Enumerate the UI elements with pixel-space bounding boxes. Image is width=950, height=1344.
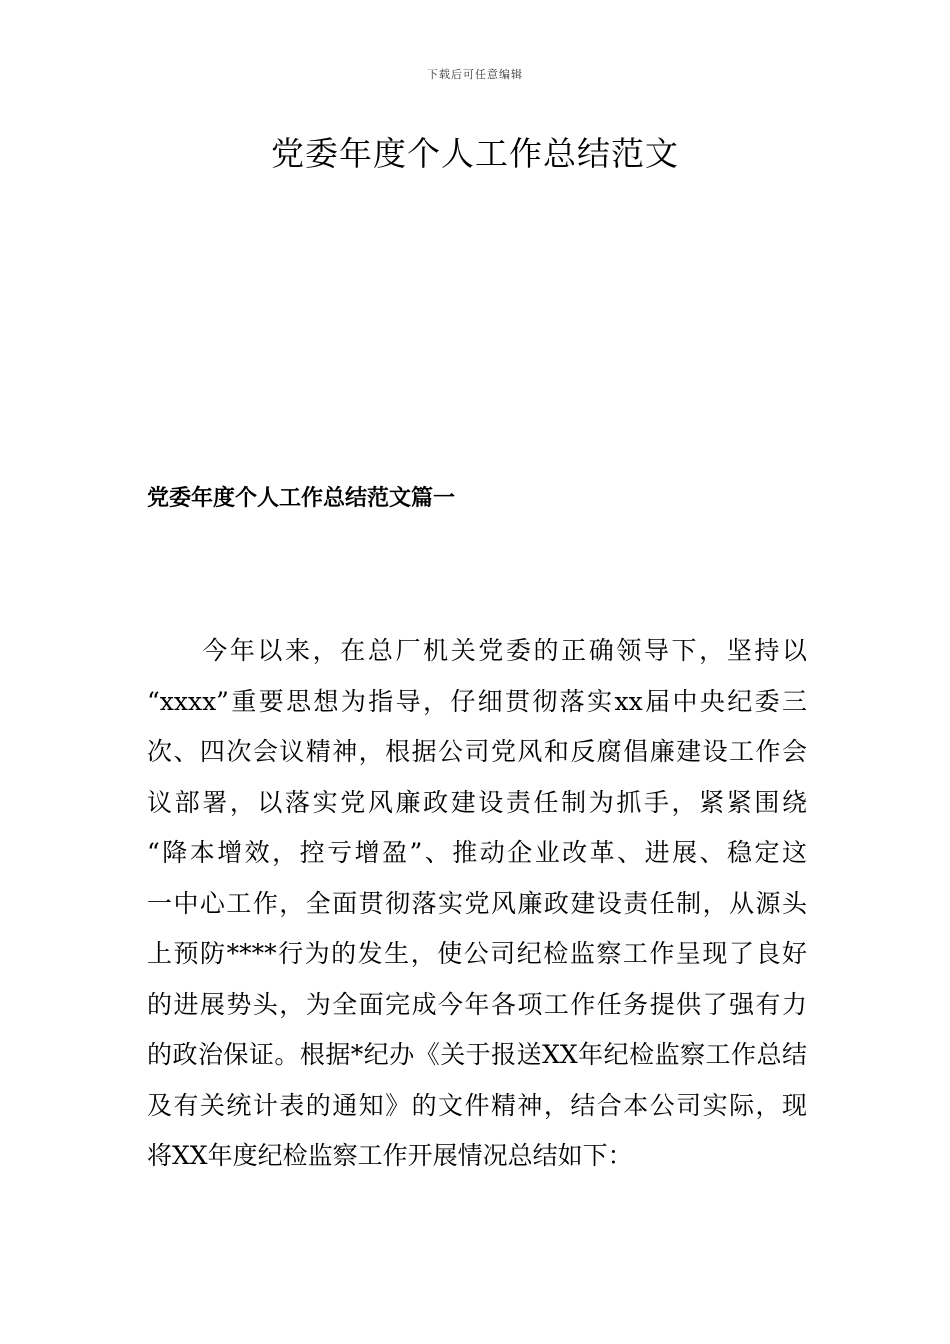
paragraph-line: 将XX年度纪检监察工作开展情况总结如下： <box>147 1141 633 1170</box>
paragraph-line: 次、四次会议精神，根据公司党风和反腐倡廉建设工作会 <box>147 737 807 766</box>
paragraph-line: 的进展势头，为全面完成今年各项工作任务提供了强有力 <box>147 989 807 1019</box>
section-heading: 党委年度个人工作总结范文篇一 <box>147 485 456 511</box>
document-title: 党委年度个人工作总结范文 <box>271 134 679 173</box>
paragraph-line: 一中心工作，全面贯彻落实党风廉政建设责任制，从源头 <box>147 888 807 918</box>
paragraph-line: “降本增效，控亏增盈”、推动企业改革、进展、稳定这 <box>147 838 807 867</box>
body-paragraph <box>147 626 807 1182</box>
paragraph-line: 上预防****行为的发生，使公司纪检监察工作呈现了良好 <box>147 939 807 968</box>
paragraph-line: 议部署，以落实党风廉政建设责任制为抓手，紧紧围绕 <box>147 787 807 817</box>
paragraph-line: 的政治保证。根据*纪办《关于报送XX年纪检监察工作总结 <box>147 1040 807 1069</box>
paragraph-line: 及有关统计表的通知》的文件精神，结合本公司实际，现 <box>147 1090 807 1120</box>
paragraph-line: “xxxx”重要思想为指导，仔细贯彻落实xx届中央纪委三 <box>147 686 807 716</box>
header-note: 下载后可任意编辑 <box>427 68 523 81</box>
paragraph-line: 今年以来，在总厂机关党委的正确领导下，坚持以 <box>147 636 807 665</box>
